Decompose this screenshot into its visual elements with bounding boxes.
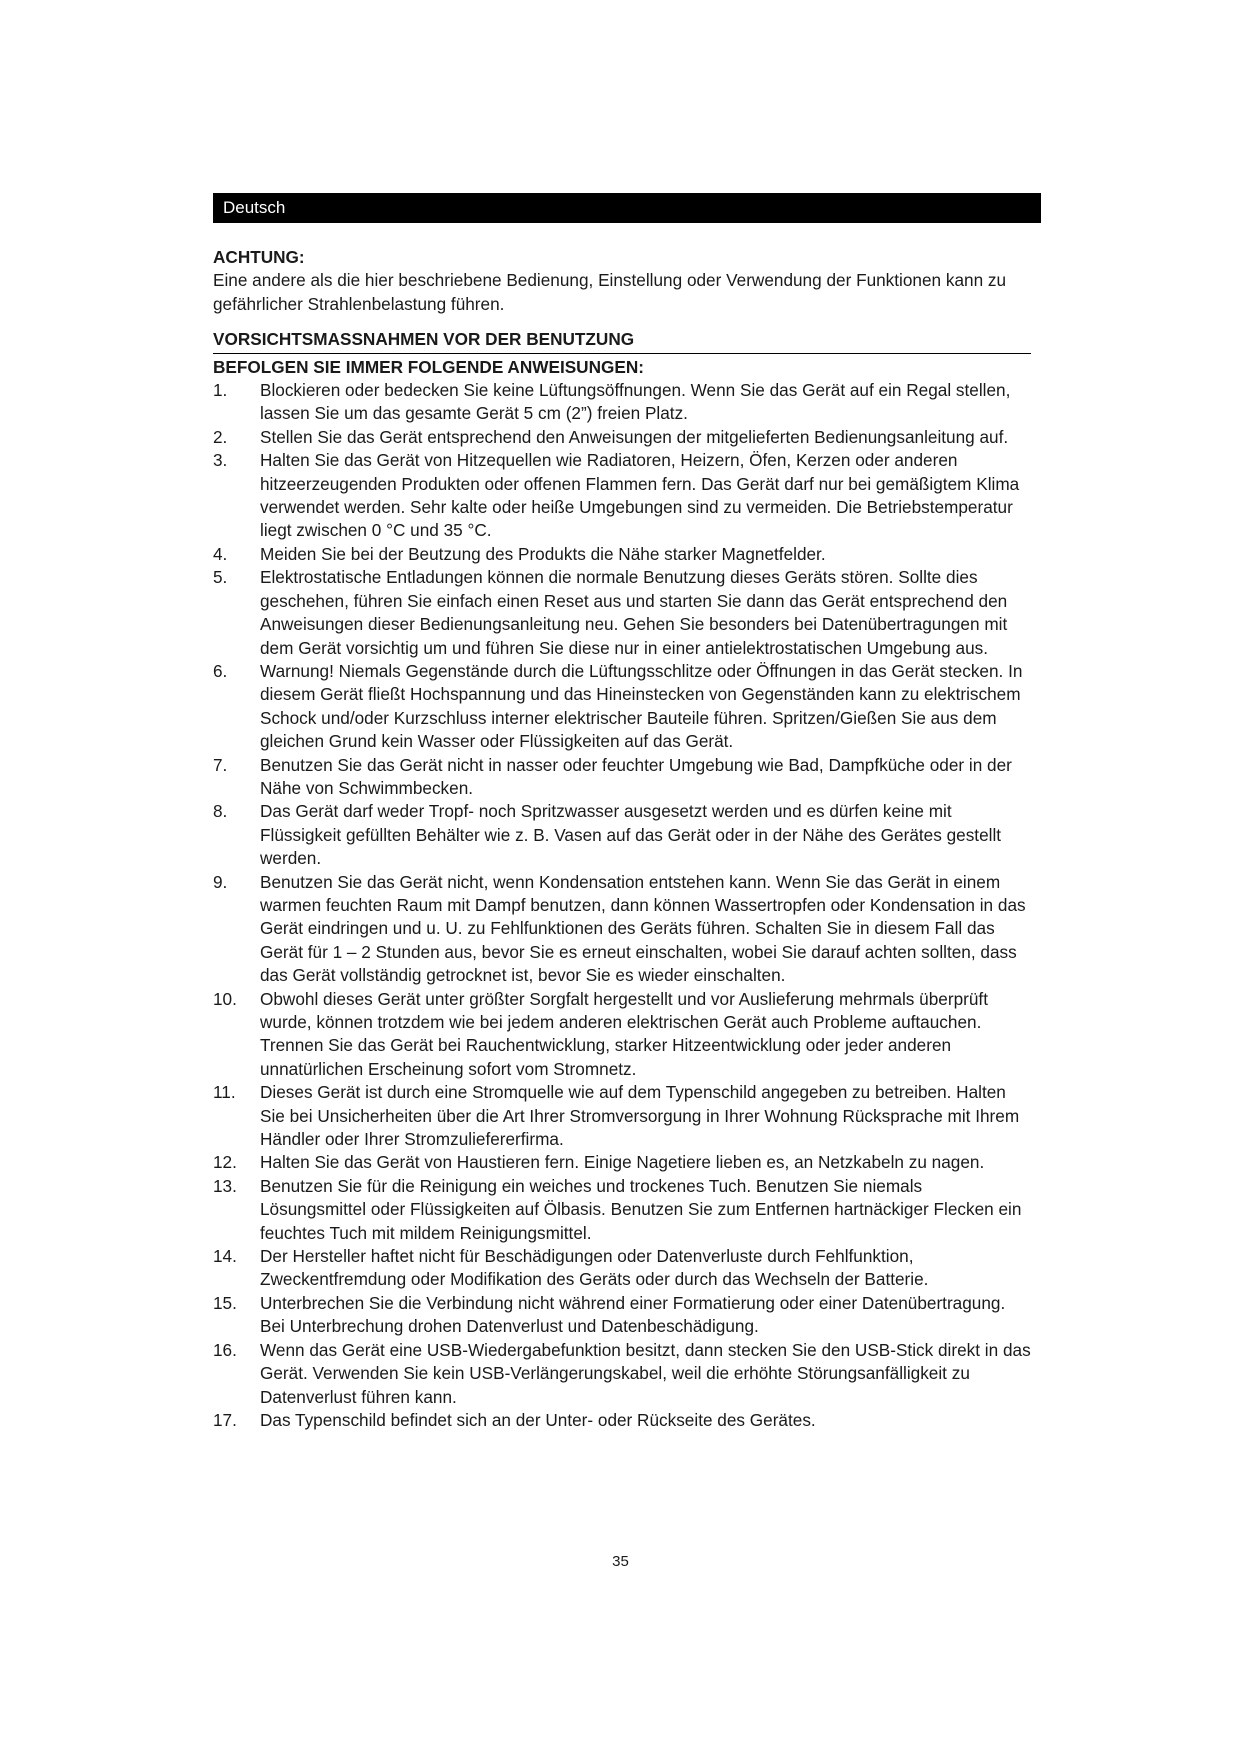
list-item-number: 3. — [213, 450, 228, 471]
list-item — [213, 871, 1031, 988]
list-item-text: Wenn das Gerät eine USB-Wiedergabefunktion besitzt, dann stecken Sie den USB-Stick direkt in das Gerät. Verwenden Sie kein USB-Verlängerungskabel, weil die erhöhte Störungsanfälligkeit zu Datenverlust führen kann. — [260, 1339, 1031, 1407]
list-item-text: Unterbrechen Sie die Verbindung nicht während einer Formatierung oder einer Datenübertragung. Bei Unterbrechung drohen Datenverlust und Datenbeschädigung. — [260, 1292, 1006, 1337]
list-item-number: 4. — [213, 543, 228, 564]
list-item-number: 11. — [213, 1082, 236, 1103]
list-item-number: 2. — [213, 426, 228, 447]
content-area — [213, 246, 1031, 1432]
list-item-number: 10. — [213, 988, 237, 1009]
list-item-number: 16. — [213, 1339, 237, 1360]
list-item — [213, 1292, 1031, 1339]
list-item-number: 6. — [213, 660, 228, 681]
list-item-number: 1. — [213, 380, 228, 401]
warning-title: ACHTUNG: — [213, 247, 305, 267]
list-item-text: Das Gerät darf weder Tropf- noch Spritzwasser ausgesetzt werden und es dürfen keine mit Flüssigkeit gefüllten Behälter wie z. B. Vasen auf das Gerät oder in der Nähe des Gerätes gestellt werden. — [260, 801, 1002, 869]
list-item — [213, 1409, 1031, 1432]
list-item — [213, 1175, 1031, 1245]
list-item-text: Halten Sie das Gerät von Hitzequellen wie Radiatoren, Heizern, Öfen, Kerzen oder anderen hitzeerzeugenden Produkten oder offenen Flammen fern. Das Gerät darf nur bei gemäßigtem Klima verwendet werden. Sehr kalte oder heiße Umgebungen sind zu vermeiden. Die Betriebstemperatur liegt zwischen 0 °C und 35 °C. — [260, 450, 1020, 541]
list-item — [213, 988, 1031, 1082]
list-item — [213, 800, 1031, 870]
list-item-number: 12. — [213, 1152, 237, 1173]
list-item — [213, 566, 1031, 660]
list-item-number: 14. — [213, 1246, 237, 1267]
list-item — [213, 1081, 1031, 1151]
list-item — [213, 543, 1031, 566]
list-item-text: Elektrostatische Entladungen können die normale Benutzung dieses Geräts stören. Sollte dies geschehen, führen Sie einfach einen Reset aus und starten Sie dann das Gerät entsprechend den Anweisungen dieser Bedienungsanleitung neu. Gehen Sie besonders bei Datenübertragungen mit dem Gerät vorsichtig um und führen Sie diese nur in einer antielektrostatischen Umgebung aus. — [260, 567, 1008, 658]
list-item-text: Benutzen Sie für die Reinigung ein weiches und trockenes Tuch. Benutzen Sie niemals Lösungsmittel oder Flüssigkeiten auf Ölbasis. Benutzen Sie zum Entfernen hartnäckiger Flecken ein feuchtes Tuch mit mildem Reinigungsmittel. — [260, 1175, 1022, 1243]
warning-text: Eine andere als die hier beschriebene Bedienung, Einstellung oder Verwendung der Funktionen kann zu gefährlicher Strahlenbelastung führen. — [213, 270, 1007, 314]
section-divider — [213, 353, 1031, 354]
list-item — [213, 1339, 1031, 1409]
precautions-subtitle: BEFOLGEN SIE IMMER FOLGENDE ANWEISUNGEN: — [213, 356, 644, 377]
list-item-number: 13. — [213, 1175, 237, 1196]
list-item-number: 17. — [213, 1409, 237, 1430]
list-item-text: Benutzen Sie das Gerät nicht in nasser oder feuchter Umgebung wie Bad, Dampfküche oder in der Nähe von Schwimmbecken. — [260, 754, 1012, 798]
list-item-text: Dieses Gerät ist durch eine Stromquelle wie auf dem Typenschild angegeben zu betreiben. Halten Sie bei Unsicherheiten über die Art Ihrer Stromversorgung in Ihrer Wohnung Rücksprache mit Ihrem Händler oder Ihrer Stromzuliefererfirma. — [260, 1082, 1020, 1150]
list-item — [213, 754, 1031, 801]
list-item-text: Stellen Sie das Gerät entsprechend den Anweisungen der mitgelieferten Bedienungsanleitung auf. — [260, 426, 1009, 447]
list-item-number: 7. — [213, 754, 228, 775]
list-item-text: Halten Sie das Gerät von Haustieren fern. Einige Nagetiere lieben es, an Netzkabeln zu nagen. — [260, 1152, 985, 1173]
list-item-text: Blockieren oder bedecken Sie keine Lüftungsöffnungen. Wenn Sie das Gerät auf ein Regal stellen, lassen Sie um das gesamte Gerät 5 cm (2”) freien Platz. — [260, 380, 1011, 424]
precautions-title: VORSICHTSMASSNAHMEN VOR DER BENUTZUNG — [213, 329, 635, 350]
list-item — [213, 449, 1031, 543]
list-item — [213, 1245, 1031, 1292]
list-item-text: Warnung! Niemals Gegenstände durch die Lüftungsschlitze oder Öffnungen in das Gerät stecken. In diesem Gerät fließt Hochspannung und das Hineinstecken von Gegenständen kann zu elektrischem Schock und/oder Kurzschluss interner elektrischer Bauteile führen. Spritzen/Gießen Sie aus dem gleichen Grund kein Wasser oder Flüssigkeiten auf das Gerät. — [260, 660, 1023, 752]
list-item — [213, 660, 1031, 754]
list-item — [213, 1151, 1031, 1174]
list-item-text: Benutzen Sie das Gerät nicht, wenn Kondensation entstehen kann. Wenn Sie das Gerät in einem warmen feuchten Raum mit Dampf benutzen, dann können Wassertropfen oder Kondensation in das Gerät eindringen und u. U. zu Fehlfunktionen des Geräts führen. Schalten Sie in diesem Fall das Gerät für 1 – 2 Stunden aus, bevor Sie es erneut einschalten, wobei Sie darauf achten sollten, dass das Gerät vollständig getrocknet ist, bevor Sie es wieder einschalten. — [260, 871, 1026, 986]
list-item-text: Das Typenschild befindet sich an der Unter- oder Rückseite des Gerätes. — [260, 1409, 816, 1430]
list-item — [213, 379, 1031, 426]
list-item-number: 5. — [213, 567, 228, 588]
list-item — [213, 426, 1031, 449]
page-number: 35 — [612, 1553, 629, 1570]
list-item-text: Der Hersteller haftet nicht für Beschädigungen oder Datenverluste durch Fehlfunktion, Zweckentfremdung oder Modifikation des Geräts oder durch das Wechseln der Batterie. — [260, 1246, 929, 1290]
language-header-bar — [213, 193, 1041, 223]
list-item-text: Obwohl dieses Gerät unter größter Sorgfalt hergestellt und vor Auslieferung mehrmals überprüft wurde, können trotzdem wie bei jedem anderen elektrischen Gerät auch Probleme auftauchen. Trennen Sie das Gerät bei Rauchentwicklung, starker Hitzeentwicklung oder jeder anderen unnatürlichen Erscheinung sofort vom Stromnetz. — [260, 988, 988, 1079]
list-item-number: 9. — [213, 871, 228, 892]
precautions-list — [213, 379, 1031, 1432]
list-item-number: 8. — [213, 801, 228, 822]
language-label: Deutsch — [223, 198, 286, 217]
list-item-number: 15. — [213, 1292, 237, 1313]
list-item-text: Meiden Sie bei der Beutzung des Produkts die Nähe starker Magnetfelder. — [260, 543, 826, 564]
